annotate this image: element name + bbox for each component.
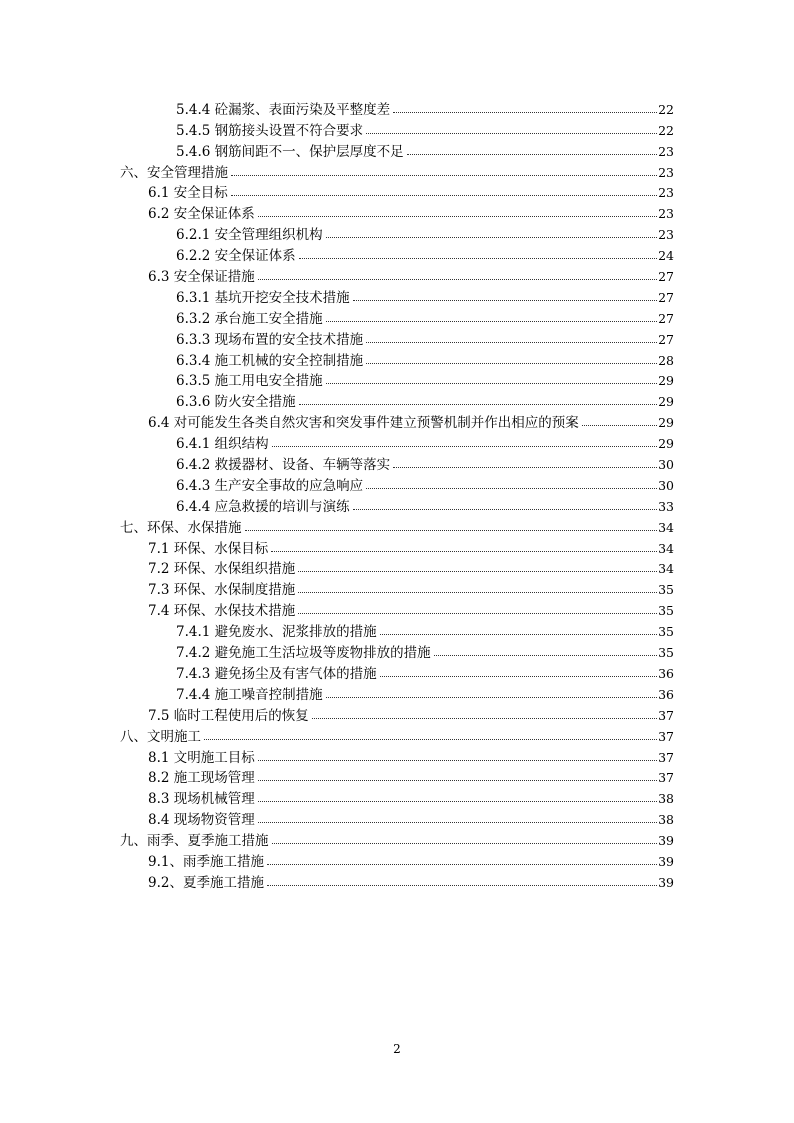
toc-entry[interactable] <box>0 264 794 285</box>
toc-entry-page-number: 36 <box>658 665 674 681</box>
toc-entry[interactable] <box>0 577 794 598</box>
toc-leader-dots <box>272 842 658 844</box>
toc-entry-page-number: 27 <box>658 289 674 305</box>
toc-leader-dots <box>353 508 657 510</box>
toc-entry-title: 6.4.1 组织结构 <box>176 436 269 453</box>
toc-leader-dots <box>393 111 657 113</box>
toc-entry[interactable] <box>0 201 794 222</box>
toc-leader-dots <box>353 299 657 301</box>
toc-entry-title: 7.4.2 避免施工生活垃圾等废物排放的措施 <box>176 645 431 662</box>
toc-leader-dots <box>267 863 657 865</box>
toc-entry-page-number: 35 <box>658 603 674 619</box>
toc-leader-dots <box>366 132 657 134</box>
toc-entry-title: 8.1 文明施工目标 <box>148 749 255 766</box>
toc-entry-page-number: 29 <box>658 394 674 410</box>
toc-entry[interactable] <box>0 724 794 745</box>
toc-entry-page-number: 34 <box>658 561 674 577</box>
toc-entry-title: 七、环保、水保措施 <box>120 519 242 536</box>
toc-entry-page-number: 23 <box>658 185 674 201</box>
toc-entry-title: 7.4 环保、水保技术措施 <box>148 603 296 620</box>
toc-entry-page-number: 35 <box>658 582 674 598</box>
toc-entry[interactable] <box>0 389 794 410</box>
toc-entry-page-number: 34 <box>658 540 674 556</box>
toc-entry-page-number: 28 <box>658 352 674 368</box>
toc-leader-dots <box>407 153 657 155</box>
toc-entry[interactable] <box>0 807 794 828</box>
page-number: 2 <box>393 1042 401 1056</box>
toc-leader-dots <box>299 257 657 259</box>
toc-entry-page-number: 29 <box>658 373 674 389</box>
toc-entry-page-number: 29 <box>658 415 674 431</box>
toc-entry-title: 6.1 安全目标 <box>148 185 228 202</box>
toc-entry-title: 6.3.2 承台施工安全措施 <box>176 310 323 327</box>
toc-leader-dots <box>258 215 657 217</box>
toc-entry[interactable] <box>0 97 794 118</box>
toc-entry-title: 5.4.4 砼漏浆、表面污染及平整度差 <box>176 101 391 118</box>
toc-entry[interactable] <box>0 181 794 202</box>
toc-entry[interactable] <box>0 285 794 306</box>
toc-entry-title: 六、安全管理措施 <box>120 164 228 181</box>
toc-leader-dots <box>271 550 657 552</box>
toc-entry-title: 九、雨季、夏季施工措施 <box>120 833 269 850</box>
toc-entry-title: 9.2、夏季施工措施 <box>148 874 264 891</box>
toc-leader-dots <box>258 800 657 802</box>
toc-entry-title: 8.3 现场机械管理 <box>148 791 255 808</box>
toc-entry-page-number: 39 <box>658 833 674 849</box>
toc-entry[interactable] <box>0 828 794 849</box>
toc-entry-title: 6.4.4 应急救援的培训与演练 <box>176 498 350 515</box>
toc-entry-title: 6.3.4 施工机械的安全控制措施 <box>176 352 364 369</box>
toc-leader-dots <box>299 403 657 405</box>
toc-entry-title: 7.2 环保、水保组织措施 <box>148 561 296 578</box>
toc-entry-title: 八、文明施工 <box>120 728 201 745</box>
toc-leader-dots <box>231 174 657 176</box>
toc-entry-page-number: 30 <box>658 477 674 493</box>
toc-leader-dots <box>366 487 657 489</box>
toc-leader-dots <box>380 675 657 677</box>
toc-entry[interactable] <box>0 222 794 243</box>
toc-entry-page-number: 22 <box>658 122 674 138</box>
table-of-contents <box>0 97 794 891</box>
toc-entry-page-number: 35 <box>658 624 674 640</box>
toc-entry[interactable] <box>0 619 794 640</box>
toc-entry-page-number: 38 <box>658 791 674 807</box>
toc-leader-dots <box>258 759 657 761</box>
toc-entry[interactable] <box>0 410 794 431</box>
toc-entry[interactable] <box>0 682 794 703</box>
toc-entry-title: 7.4.4 施工噪音控制措施 <box>176 686 323 703</box>
toc-entry[interactable] <box>0 494 794 515</box>
toc-entry-page-number: 37 <box>658 749 674 765</box>
toc-entry[interactable] <box>0 473 794 494</box>
toc-entry[interactable] <box>0 160 794 181</box>
toc-entry[interactable] <box>0 348 794 369</box>
toc-entry[interactable] <box>0 640 794 661</box>
toc-entry-page-number: 23 <box>658 164 674 180</box>
toc-entry-page-number: 38 <box>658 812 674 828</box>
toc-leader-dots <box>366 362 657 364</box>
toc-entry-page-number: 37 <box>658 728 674 744</box>
toc-entry-page-number: 29 <box>658 436 674 452</box>
toc-entry[interactable] <box>0 327 794 348</box>
toc-leader-dots <box>258 278 657 280</box>
toc-entry-title: 9.1、雨季施工措施 <box>148 853 264 870</box>
toc-entry[interactable] <box>0 870 794 891</box>
toc-entry[interactable] <box>0 139 794 160</box>
toc-entry-page-number: 34 <box>658 519 674 535</box>
toc-entry-page-number: 37 <box>658 707 674 723</box>
toc-entry-title: 5.4.6 钢筋间距不一、保护层厚度不足 <box>176 143 404 160</box>
toc-entry[interactable] <box>0 118 794 139</box>
toc-entry[interactable] <box>0 661 794 682</box>
toc-leader-dots <box>298 612 657 614</box>
toc-entry-title: 6.2.1 安全管理组织机构 <box>176 227 323 244</box>
toc-entry-page-number: 33 <box>658 498 674 514</box>
toc-entry-page-number: 36 <box>658 686 674 702</box>
toc-entry-title: 6.3 安全保证措施 <box>148 269 255 286</box>
toc-leader-dots <box>326 696 657 698</box>
toc-leader-dots <box>393 466 657 468</box>
toc-leader-dots <box>258 779 657 781</box>
toc-leader-dots <box>267 884 657 886</box>
toc-entry-title: 6.3.1 基坑开挖安全技术措施 <box>176 289 350 306</box>
toc-entry[interactable] <box>0 745 794 766</box>
toc-entry-page-number: 23 <box>658 227 674 243</box>
toc-entry[interactable] <box>0 766 794 787</box>
toc-entry-title: 6.3.3 现场布置的安全技术措施 <box>176 331 364 348</box>
toc-entry-title: 6.4 对可能发生各类自然灾害和突发事件建立预警机制并作出相应的预案 <box>148 415 579 432</box>
toc-entry[interactable] <box>0 557 794 578</box>
toc-leader-dots <box>245 529 658 531</box>
toc-entry[interactable] <box>0 703 794 724</box>
toc-leader-dots <box>258 821 657 823</box>
toc-entry-title: 6.3.5 施工用电安全措施 <box>176 373 323 390</box>
toc-entry[interactable] <box>0 786 794 807</box>
toc-entry-page-number: 23 <box>658 206 674 222</box>
toc-leader-dots <box>298 591 657 593</box>
toc-leader-dots <box>326 320 657 322</box>
toc-leader-dots <box>231 194 657 196</box>
toc-entry-title: 6.4.2 救援器材、设备、车辆等落实 <box>176 457 391 474</box>
toc-leader-dots <box>582 424 657 426</box>
toc-entry-title: 6.2 安全保证体系 <box>148 206 255 223</box>
toc-entry-title: 7.5 临时工程使用后的恢复 <box>148 707 309 724</box>
toc-entry-page-number: 24 <box>658 248 674 264</box>
toc-leader-dots <box>326 236 657 238</box>
toc-entry-title: 7.4.3 避免扬尘及有害气体的措施 <box>176 665 377 682</box>
toc-entry-page-number: 27 <box>658 269 674 285</box>
toc-entry-title: 7.1 环保、水保目标 <box>148 540 269 557</box>
toc-entry[interactable] <box>0 536 794 557</box>
toc-entry-title: 5.4.5 钢筋接头设置不符合要求 <box>176 122 364 139</box>
toc-leader-dots <box>272 445 657 447</box>
toc-entry-page-number: 27 <box>658 331 674 347</box>
toc-entry-title: 7.3 环保、水保制度措施 <box>148 582 296 599</box>
toc-entry-page-number: 23 <box>658 143 674 159</box>
toc-entry[interactable] <box>0 243 794 264</box>
toc-entry-page-number: 39 <box>658 874 674 890</box>
toc-entry-page-number: 22 <box>658 101 674 117</box>
toc-leader-dots <box>380 633 657 635</box>
toc-entry[interactable] <box>0 452 794 473</box>
toc-leader-dots <box>204 738 657 740</box>
toc-entry[interactable] <box>0 515 794 536</box>
toc-entry[interactable] <box>0 306 794 327</box>
toc-entry-title: 6.4.3 生产安全事故的应急响应 <box>176 477 364 494</box>
toc-leader-dots <box>298 570 657 572</box>
toc-entry-title: 8.4 现场物资管理 <box>148 812 255 829</box>
toc-entry[interactable] <box>0 598 794 619</box>
toc-entry-title: 8.2 施工现场管理 <box>148 770 255 787</box>
toc-entry-page-number: 27 <box>658 310 674 326</box>
toc-entry-page-number: 30 <box>658 457 674 473</box>
toc-leader-dots <box>434 654 657 656</box>
toc-entry-page-number: 39 <box>658 853 674 869</box>
toc-entry[interactable] <box>0 849 794 870</box>
toc-leader-dots <box>312 717 657 719</box>
toc-entry-title: 6.3.6 防火安全措施 <box>176 394 296 411</box>
toc-entry[interactable] <box>0 369 794 390</box>
toc-leader-dots <box>326 382 657 384</box>
toc-entry-title: 6.2.2 安全保证体系 <box>176 248 296 265</box>
toc-entry[interactable] <box>0 431 794 452</box>
toc-entry-title: 7.4.1 避免废水、泥浆排放的措施 <box>176 624 377 641</box>
toc-entry-page-number: 35 <box>658 645 674 661</box>
toc-entry-page-number: 37 <box>658 770 674 786</box>
toc-leader-dots <box>366 341 657 343</box>
